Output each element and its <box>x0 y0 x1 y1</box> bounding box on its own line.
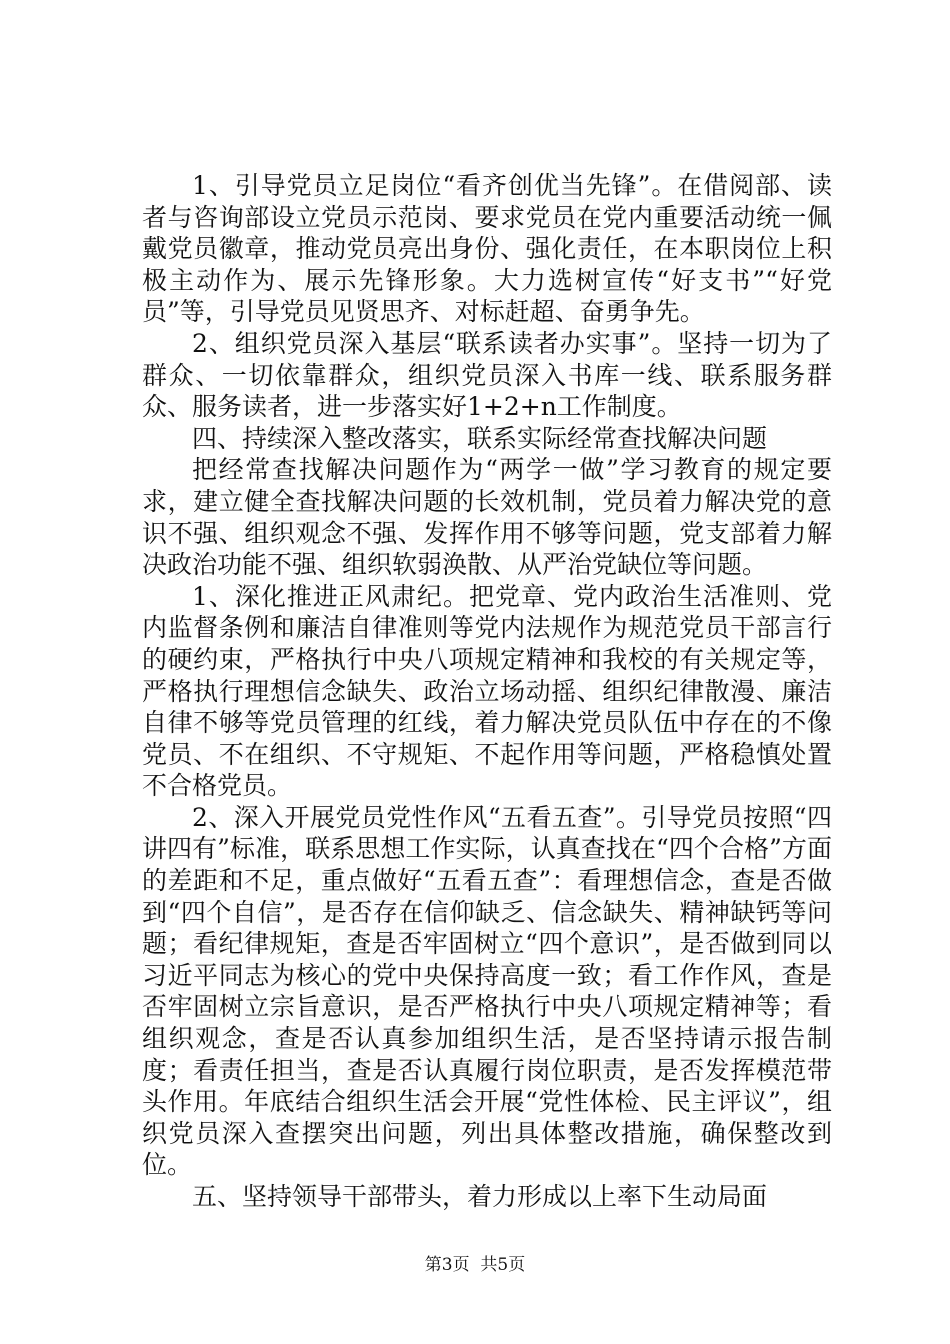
paragraph-problem-solving: 把经常查找解决问题作为“两学一做”学习教育的规定要求，建立健全查找解决问题的长效机制，党员着力解决党的意识不强、组织观念不强、发挥作用不够等问题，党支部着力解决政治功能不强、组织软弱涣散、从严治党缺位等问题。 <box>142 455 832 580</box>
document-body <box>142 170 832 1213</box>
section-heading-4: 四、持续深入整改落实，联系实际经常查找解决问题 <box>192 423 768 453</box>
paragraph-1-lead-by-post: 1、引导党员立足岗位“看齐创优当先锋”。在借阅部、读者与咨询部设立党员示范岗、要求党员在党内重要活动统一佩戴党员徽章，推动党员亮出身份、强化责任，在本职岗位上积极主动作为、展示先锋形象。大力选树宣传“好支书”“好党员”等，引导党员见贤思齐、对标赶超、奋勇争先。 <box>142 171 832 327</box>
section-heading-5: 五、坚持领导干部带头，着力形成以上率下生动局面 <box>192 1182 768 1211</box>
paragraph-2-serve-readers: 2、组织党员深入基层“联系读者办实事”。坚持一切为了群众、一切依靠群众，组织党员深入书库一线、联系服务群众、服务读者，进一步落实好1+2+n工作制度。 <box>142 328 832 422</box>
paragraph-discipline: 1、深化推进正风肃纪。把党章、党内政治生活准则、党内监督条例和廉洁自律准则等党内法规作为规范党员干部言行的硬约束，严格执行中央八项规定精神和我校的有关规定等，严格执行理想信念缺失、政治立场动摇、组织纪律散漫、廉洁自律不够等党员管理的红线，着力解决党员队伍中存在的不像党员、不在组织、不守规矩、不起作用等问题，严格稳慎处置不合格党员。 <box>142 581 832 801</box>
page-footer: 第3页 共5页 <box>424 1255 526 1275</box>
paragraph-five-checks: 2、深入开展党员党性作风“五看五查”。引导党员按照“四讲四有”标准，联系思想工作实际，认真查找在“四个合格”方面的差距和不足，重点做好“五看五查”：看理想信念，查是否做到“四个自信”，是否存在信仰缺乏、信念缺失、精神缺钙等问题；看纪律规矩，查是否牢固树立“四个意识”，是否做到同以习近平同志为核心的党中央保持高度一致；看工作作风，查是否牢固树立宗旨意识，是否严格执行中央八项规定精神等；看组织观念，查是否认真参加组织生活，是否坚持请示报告制度；看责任担当，查是否认真履行岗位职责，是否发挥模范带头作用。年底结合组织生活会开展“党性体检、民主评议”，组织党员深入查摆突出问题，列出具体整改措施，确保整改到位。 <box>142 802 832 1180</box>
